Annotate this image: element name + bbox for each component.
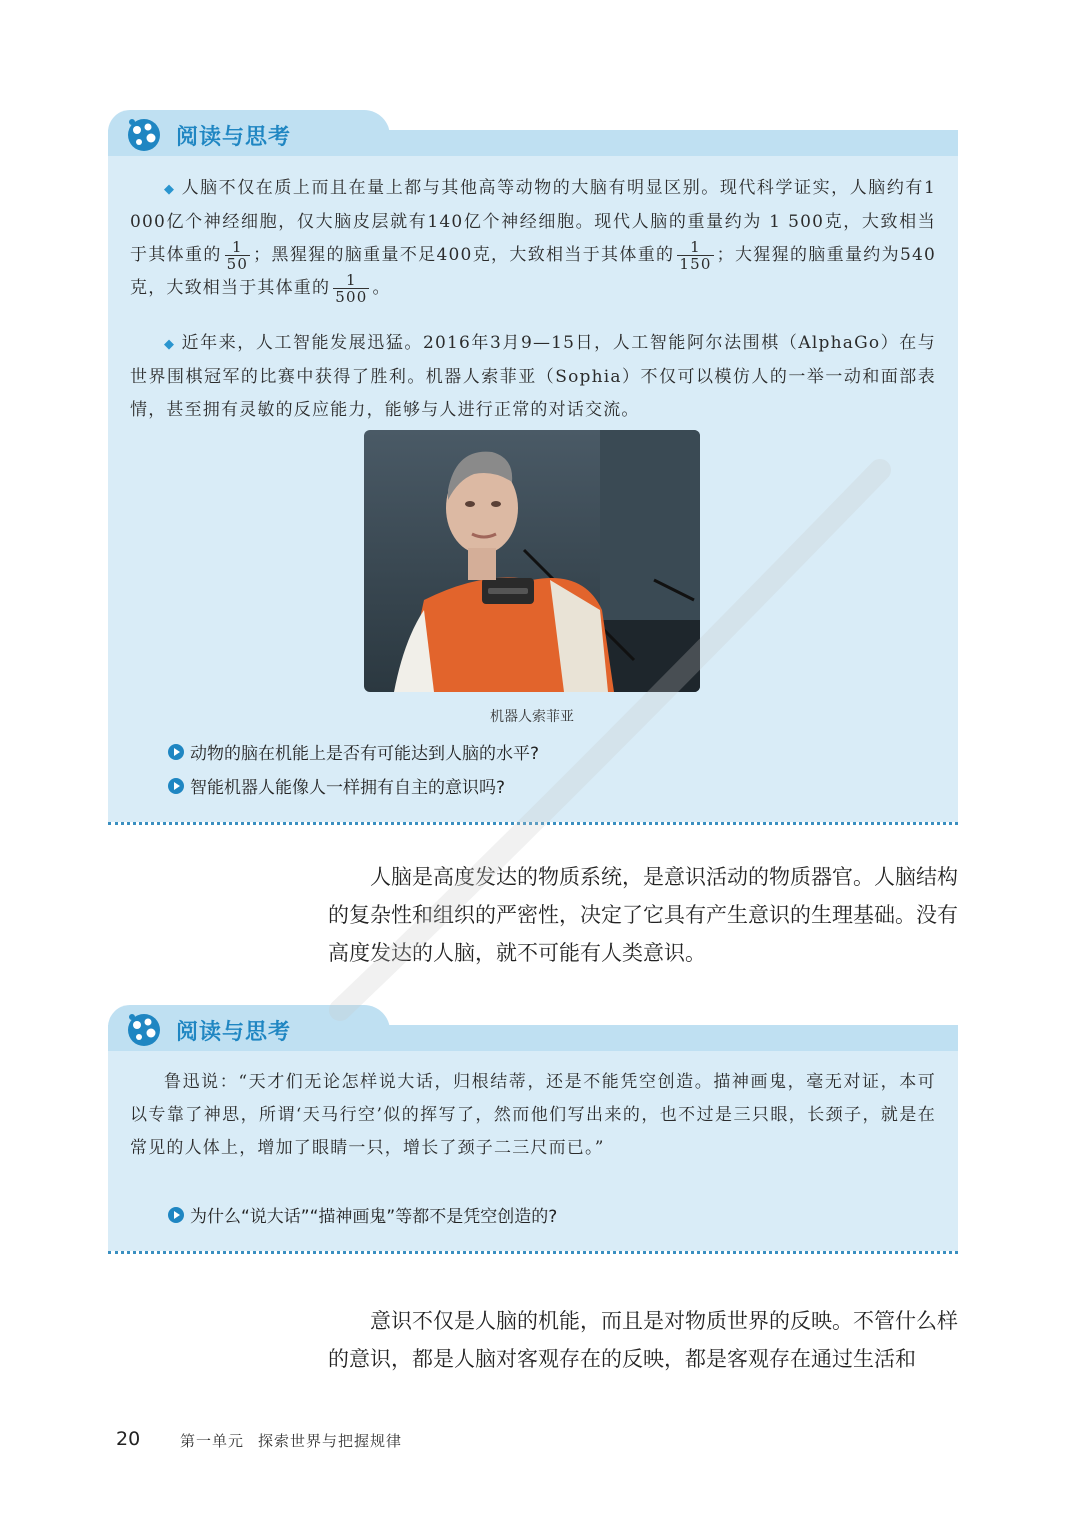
body-paragraph-2: 意识不仅是人脑的机能，而且是对物质世界的反映。不管什么样的意识，都是人脑对客观存在的反映，都是客观存在通过生活和 bbox=[328, 1309, 958, 1371]
reading-icon bbox=[124, 1009, 164, 1049]
reading-paragraph-1: ◆ 人脑不仅在质上而且在量上都与其他高等动物的大脑有明显区别。现代科学证实，人脑约有1 000亿个神经细胞，仅大脑皮层就有140亿个神经细胞。现代人脑的重量约为 1 500克，大致相当于其体重的 $\frac{1}{50}$ ；黑猩猩的脑重量不足400克，大致相当于其体重的 $\frac{1}{150}$ ；大猩猩的脑重量约为540克，大致相当于其体重的 $\frac{1}{500}$ 。 bbox=[130, 178, 936, 306]
paragraph-text: ；黑猩猩的脑重量不足400克，大致相当于其体重的 bbox=[253, 245, 675, 265]
reading-box-1-divider bbox=[108, 822, 958, 825]
arrow-bullet-icon bbox=[168, 1207, 184, 1223]
page-number: 20 bbox=[116, 1428, 141, 1450]
think-question-2 bbox=[168, 773, 505, 798]
photo-caption: 机器人索菲亚 bbox=[490, 709, 574, 725]
reading-icon bbox=[124, 114, 164, 154]
think-question-3 bbox=[168, 1202, 557, 1227]
reading-box-2-divider bbox=[108, 1251, 958, 1254]
fraction: $\frac{1}{500}$ bbox=[335, 271, 368, 306]
diamond-bullet-icon: ◆ bbox=[164, 337, 176, 352]
fraction: $\frac{1}{50}$ bbox=[226, 238, 249, 273]
diamond-bullet-icon: ◆ bbox=[164, 182, 176, 197]
unit-title: 探索世界与把握规律 bbox=[258, 1432, 403, 1450]
paragraph-text: 人脑不仅在质上而且在量上都与其他高等动物的大脑有明显区别。现代科学证实，人脑约有1 000亿个神经细胞，仅大脑皮层就有140亿个神经细胞。现代人脑的重量约为 1 500克，大致相当于其体重的 bbox=[130, 178, 936, 265]
arrow-bullet-icon bbox=[168, 744, 184, 760]
question-text: 动物的脑在机能上是否有可能达到人脑的水平? bbox=[190, 744, 540, 764]
running-footer bbox=[180, 1430, 402, 1451]
question-text: 智能机器人能像人一样拥有自主的意识吗? bbox=[190, 778, 506, 798]
unit-label: 第一单元 bbox=[180, 1432, 245, 1450]
reading-paragraph-2 bbox=[130, 327, 936, 427]
sophia-robot-photo bbox=[364, 430, 700, 692]
paragraph-text: ；大猩猩的脑重量约为540克，大致相当于其体重的 bbox=[130, 245, 936, 298]
reading-box-title: 阅读与思考 bbox=[176, 125, 292, 150]
reading-box-title: 阅读与思考 bbox=[176, 1020, 292, 1045]
fraction: $\frac{1}{150}$ bbox=[679, 238, 712, 273]
reading-paragraph-3: 鲁迅说：“天才们无论怎样说大话，归根结蒂，还是不能凭空创造。描神画鬼，毫无对证，本可以专靠了神思，所谓‘天马行空’似的挥写了，然而他们写出来的，也不过是三只眼，长颈子，就是在常见的人体上，增加了眼睛一只，增长了颈子二三尺而已。” bbox=[130, 1072, 936, 1158]
arrow-bullet-icon bbox=[168, 778, 184, 794]
question-text: 为什么“说大话”“描神画鬼”等都不是凭空创造的? bbox=[190, 1207, 558, 1227]
paragraph-text: 近年来，人工智能发展迅猛。2016年3月9—15日，人工智能阿尔法围棋（AlphaGo）在与世界围棋冠军的比赛中获得了胜利。机器人索菲亚（Sophia）不仅可以模仿人的一举一动和面部表情，甚至拥有灵敏的反应能力，能够与人进行正常的对话交流。 bbox=[130, 333, 936, 420]
think-question-1 bbox=[168, 739, 539, 764]
body-paragraph-1: 人脑是高度发达的物质系统，是意识活动的物质器官。人脑结构的复杂性和组织的严密性，决定了它具有产生意识的生理基础。没有高度发达的人脑，就不可能有人类意识。 bbox=[328, 865, 958, 965]
